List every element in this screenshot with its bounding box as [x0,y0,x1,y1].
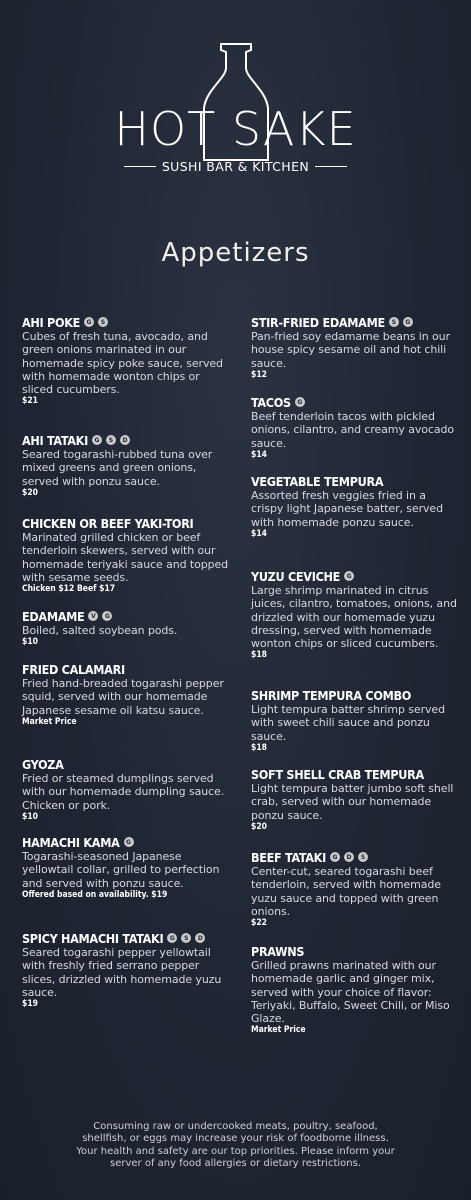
menu-item-description: Beef tenderloin tacos with pickled onions, cilantro, and creamy avocado sauce. [251,410,455,450]
brand-subtitle: SUSHI BAR & KITCHEN [161,159,310,174]
menu-item-header [251,394,461,410]
menu-item-price: $14 [251,528,267,539]
menu-item-description: Cubes of fresh tuna, avocado, and green onions marinated in our homemade spicy poke sauce, served with homemade wonton chips or sliced cucumbers. [22,330,223,397]
menu-item-price: Market Price [22,716,77,727]
menu-item-header [22,608,232,624]
gf-icon: G [102,611,112,621]
gf-icon: G [167,933,177,943]
spicy-icon: S [106,435,116,445]
menu-item-price: $10 [22,637,38,648]
menu-item-price: Chicken $12 Beef $17 [22,584,116,595]
menu-item-price: $14 [251,449,267,460]
menu-item-name: YUZU CEVICHE [251,568,341,584]
brand-name: HOT SAKE [114,102,357,156]
df-icon: D [344,852,354,862]
menu-item-header [251,314,461,330]
menu-item [251,568,461,661]
menu-item-description: Boiled, salted soybean pods. [22,624,178,637]
vg-icon: V [88,611,98,621]
menu-item [22,930,232,1010]
menu-item-description: Seared togarashi pepper yellowtail with freshly fried serrano pepper slices, drizzled with homemade yuzu sauce. [22,946,222,999]
menu-item-name: VEGETABLE TEMPURA [251,473,384,489]
menu-item-price: $12 [251,369,267,380]
menu-item-name: FRIED CALAMARI [22,661,125,677]
df-icon: D [195,933,205,943]
menu-item-description: Large shrimp marinated in citrus juices, cilantro, tomatoes, onions, and drizzled with our homemade yuzu dressing, served with homemade wonton chips or sliced cucumbers. [251,584,457,651]
menu-item-name: CHICKEN OR BEEF YAKI-TORI [22,515,194,531]
menu-item-header [22,515,232,531]
menu-item [251,849,461,929]
df-icon: D [120,435,130,445]
menu-item-header [22,930,232,946]
menu-item-price: $20 [22,487,38,498]
menu-item-header [22,661,232,677]
menu-item-price: Offered based on availability. $19 [22,889,168,900]
gf-icon: G [344,571,354,581]
menu-item-name: SHRIMP TEMPURA COMBO [251,687,412,703]
spicy-icon: S [389,317,399,327]
menu-item-description: Fried hand-breaded togarashi pepper squid, served with our homemade Japanese sesame oil katsu sauce. [22,677,224,717]
menu-item-header [22,834,232,850]
menu-item [251,687,461,754]
menu-item-price: $22 [251,918,267,929]
menu-item-name: EDAMAME [22,608,85,624]
brand-subtitle-row [0,159,471,174]
menu-item-name: SPICY HAMACHI TATAKI [22,930,164,946]
menu-item-name: PRAWNS [251,943,305,959]
menu-item-header [22,756,232,772]
menu-item-description: Fried or steamed dumplings served with our homemade dumpling sauce. Chicken or pork. [22,772,225,812]
spicy-icon: S [98,317,108,327]
menu-item-header [251,849,461,865]
menu-item-name: AHI TATAKI [22,432,88,448]
divider [124,166,156,167]
menu-item [251,394,461,461]
menu-item-description: Light tempura batter jumbo soft shell crab, served with our homemade ponzu sauce. [251,782,454,822]
menu-item [251,314,461,381]
menu-item-description: Center-cut, seared togarashi beef tenderloin, served with homemade yuzu sauce and topped with green onions. [251,865,441,918]
menu-item-description: Seared togarashi-rubbed tuna over mixed greens and green onions, served with ponzu sauce. [22,448,213,488]
menu-item [22,432,232,499]
menu-item-header [251,943,461,959]
disclaimer: Consuming raw or undercooked meats, poultry, seafood, shellfish, or eggs may increase your risk of foodborne illness. Your health and safety are our top priorities. Please inform your server of any food allergies or dietary restrictions. [76,1121,395,1170]
menu-item-price: $10 [22,811,38,822]
menu-item-name: AHI POKE [22,314,81,330]
menu-item-name: TACOS [251,394,291,410]
menu-item-name: GYOZA [22,756,64,772]
menu-item [251,943,461,1036]
menu-item-name: HAMACHI KAMA [22,834,120,850]
menu-item [251,766,461,833]
menu-item-header [22,314,232,330]
menu-item [22,834,232,901]
menu-item-price: $18 [251,742,267,753]
menu-item-name: BEEF TATAKI [251,849,326,865]
menu-item-description: Pan-fried soy edamame beans in our house spicy sesame oil and hot chili sauce. [251,330,450,370]
menu-item-description: Marinated grilled chicken or beef tenderloin skewers, served with our homemade teriyaki sauce and topped with sesame seeds. [22,531,229,584]
menu-item-description: Light tempura batter shrimp served with sweet chili sauce and ponzu sauce. [251,703,445,743]
menu-item-header [22,432,232,448]
menu-item [22,756,232,823]
gf-icon: G [295,397,305,407]
gf-icon: G [92,435,102,445]
menu-item [22,608,232,648]
menu-item [22,314,232,407]
menu-item-price: $20 [251,821,267,832]
menu-item-name: STIR-FRIED EDAMAME [251,314,385,330]
menu-item-price: $18 [251,650,267,661]
divider [315,166,347,167]
menu-item-description: Togarashi-seasoned Japanese yellowtail collar, grilled to perfection and served with ponzu sauce. [22,850,220,890]
menu-item-header [251,568,461,584]
menu-item-header [251,766,461,782]
menu-item-description: Grilled prawns marinated with our homemade garlic and ginger mix, served with your choice of flavor: Teriyaki, Buffalo, Sweet Chili, or Miso Glaze. [251,959,450,1026]
menu-item-description: Assorted fresh veggies fried in a crispy light Japanese batter, served with homemade ponzu sauce. [251,489,443,529]
menu-item-header [251,473,461,489]
menu-item [22,661,232,728]
menu-item-price: $19 [22,999,38,1010]
spicy-icon: S [181,933,191,943]
spicy-icon: S [358,852,368,862]
menu-item [22,515,232,595]
menu-item-price: $21 [22,396,38,407]
section-title: Appetizers [161,238,310,268]
menu-item-name: SOFT SHELL CRAB TEMPURA [251,766,424,782]
gf-icon: G [84,317,94,327]
gf-icon: G [403,317,413,327]
menu-item [251,473,461,540]
menu-item-header [251,687,461,703]
gf-icon: G [330,852,340,862]
menu-item-price: Market Price [251,1025,306,1036]
gf-icon: G [124,837,134,847]
